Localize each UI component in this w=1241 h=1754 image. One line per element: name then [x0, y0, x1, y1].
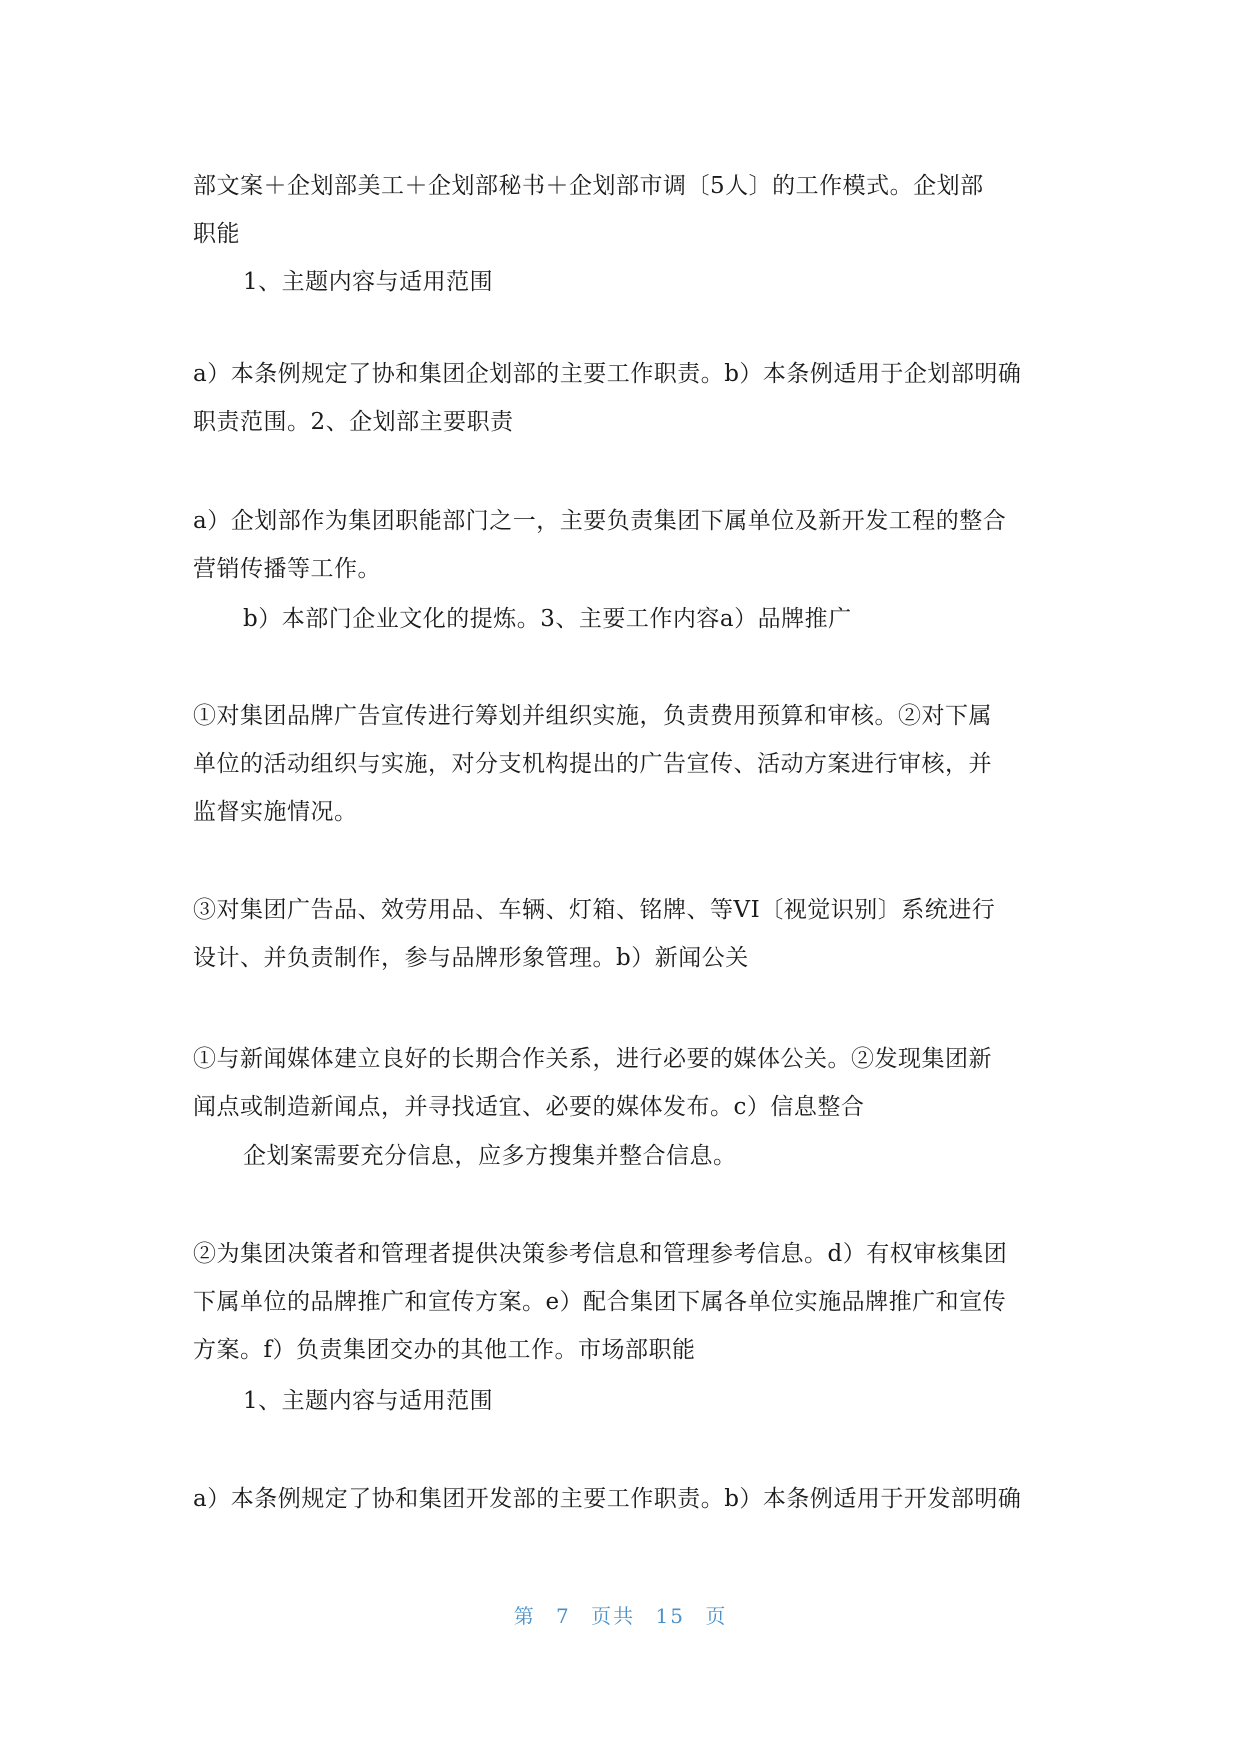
text-line: 职责范围。2、企划部主要职责	[193, 409, 514, 435]
paragraph	[243, 1377, 1048, 1425]
page-number-footer	[0, 1600, 1241, 1629]
footer-current-page: 7	[556, 1604, 571, 1628]
text-line: 企划案需要充分信息，应多方搜集并整合信息。	[243, 1143, 737, 1169]
paragraph	[193, 497, 1048, 593]
text-line: a）本条例规定了协和集团开发部的主要工作职责。b）本条例适用于开发部明确	[193, 1486, 1022, 1512]
text-line: 1、主题内容与适用范围	[243, 1388, 494, 1414]
text-line: 1、主题内容与适用范围	[243, 269, 494, 295]
text-line: 方案。f）负责集团交办的其他工作。市场部职能	[193, 1337, 696, 1363]
paragraph	[243, 1132, 1048, 1180]
paragraph	[193, 692, 1048, 836]
text-line: 营销传播等工作。	[193, 556, 381, 582]
paragraph	[193, 1230, 1048, 1374]
paragraph	[193, 1475, 1048, 1523]
text-line: ③对集团广告品、效劳用品、车辆、灯箱、铭牌、等VI〔视觉识别〕系统进行	[193, 897, 996, 923]
paragraph	[243, 595, 1048, 643]
text-line: ②为集团决策者和管理者提供决策参考信息和管理参考信息。d）有权审核集团	[193, 1241, 1008, 1267]
text-line: ①对集团品牌广告宣传进行筹划并组织实施，负责费用预算和审核。②对下属	[193, 703, 992, 729]
paragraph	[193, 350, 1048, 446]
paragraph	[243, 258, 1048, 306]
text-line: 部文案＋企划部美工＋企划部秘书＋企划部市调〔5人〕的工作模式。企划部	[193, 173, 984, 199]
paragraph	[193, 162, 1048, 258]
text-line: 监督实施情况。	[193, 799, 358, 825]
paragraph	[193, 886, 1048, 982]
text-line: a）本条例规定了协和集团企划部的主要工作职责。b）本条例适用于企划部明确	[193, 361, 1022, 387]
footer-suffix: 页	[705, 1604, 728, 1628]
text-line: ①与新闻媒体建立良好的长期合作关系，进行必要的媒体公关。②发现集团新	[193, 1046, 992, 1072]
footer-total-pages: 15	[655, 1604, 685, 1628]
text-line: b）本部门企业文化的提炼。3、主要工作内容a）品牌推广	[243, 606, 852, 632]
paragraph	[193, 1035, 1048, 1131]
text-line: 职能	[193, 221, 240, 247]
text-line: 下属单位的品牌推广和宣传方案。e）配合集团下属各单位实施品牌推广和宣传	[193, 1289, 1007, 1315]
text-line: 设计、并负责制作，参与品牌形象管理。b）新闻公关	[193, 945, 749, 971]
text-line: 单位的活动组织与实施，对分支机构提出的广告宣传、活动方案进行审核，并	[193, 751, 992, 777]
text-line: a）企划部作为集团职能部门之一，主要负责集团下属单位及新开发工程的整合	[193, 508, 1007, 534]
footer-middle: 页共	[591, 1604, 636, 1628]
text-line: 闻点或制造新闻点，并寻找适宜、必要的媒体发布。c）信息整合	[193, 1094, 865, 1120]
footer-prefix: 第	[513, 1604, 536, 1628]
